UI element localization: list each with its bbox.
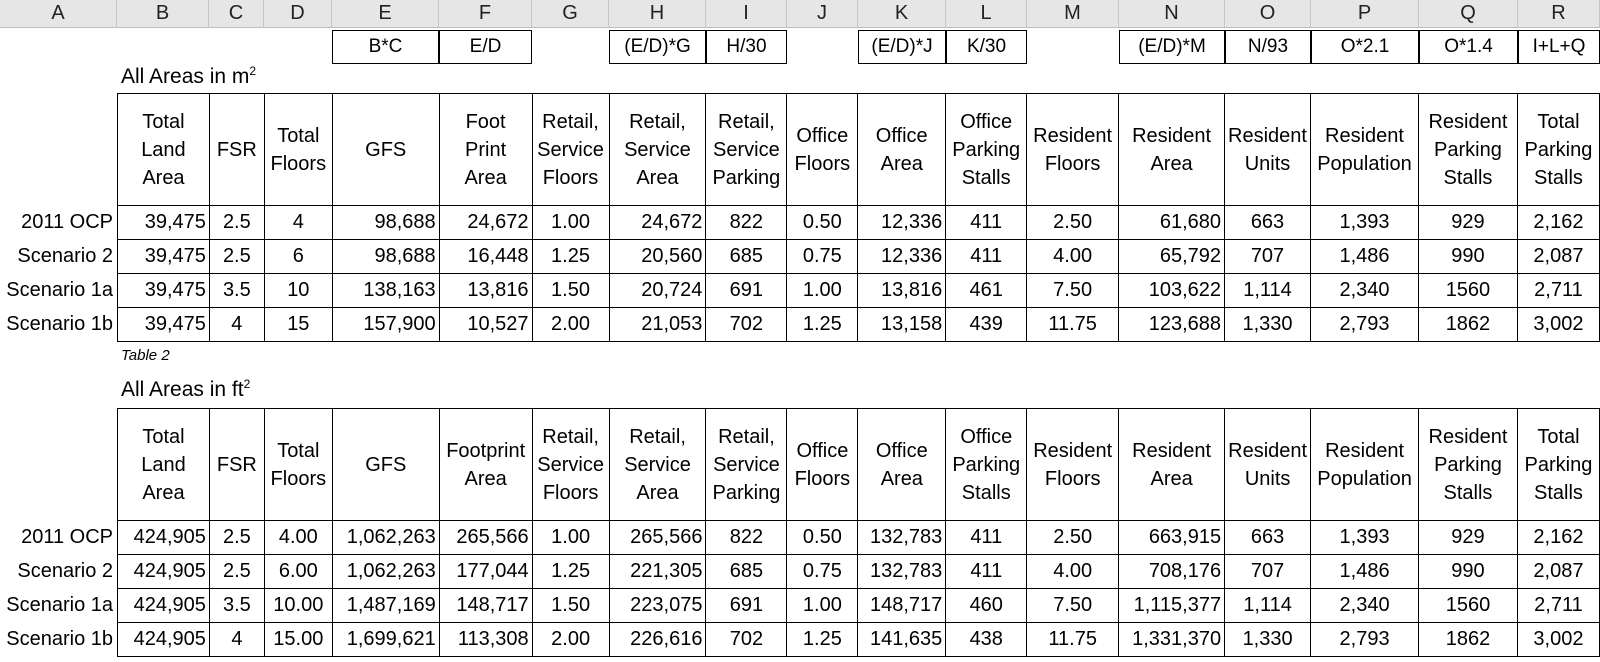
column-heading[interactable]: Total Floors <box>264 409 332 521</box>
table-cell[interactable]: 11.75 <box>1027 623 1119 657</box>
table-row <box>118 589 1600 623</box>
table-cell[interactable]: 24,672 <box>439 206 532 240</box>
formula-cell-h[interactable]: (E/D)*G <box>609 30 706 64</box>
column-header-j[interactable]: J <box>787 0 858 28</box>
row-label[interactable]: Scenario 1a <box>6 278 113 301</box>
table-cell[interactable]: 1,115,377 <box>1119 589 1225 623</box>
table-cell[interactable]: 1,699,621 <box>332 623 439 657</box>
column-header-a[interactable]: A <box>0 0 117 28</box>
column-header-c[interactable]: C <box>209 0 264 28</box>
table-cell[interactable]: 685 <box>706 240 787 274</box>
table-ft2 <box>117 408 1600 657</box>
table-cell[interactable]: 265,566 <box>439 521 532 555</box>
table-cell[interactable]: 132,783 <box>858 555 946 589</box>
table-cell[interactable]: 2.00 <box>532 623 609 657</box>
column-heading[interactable]: Retail, Service Floors <box>532 409 609 521</box>
table-cell[interactable]: 424,905 <box>118 555 210 589</box>
table-cell[interactable]: 702 <box>706 308 787 342</box>
table-cell[interactable]: 39,475 <box>118 240 210 274</box>
table-cell[interactable]: 265,566 <box>609 521 706 555</box>
formula-cell-f[interactable]: E/D <box>439 30 532 64</box>
column-header-g[interactable]: G <box>532 0 609 28</box>
table-cell[interactable]: 39,475 <box>118 274 210 308</box>
table-cell[interactable]: 3,002 <box>1517 623 1599 657</box>
column-heading[interactable]: Retail, Service Area <box>609 94 706 206</box>
table-cell[interactable]: 1.00 <box>532 206 609 240</box>
column-heading[interactable]: Resident Area <box>1119 94 1225 206</box>
table-cell[interactable]: 1862 <box>1419 623 1518 657</box>
column-heading[interactable]: Total Parking Stalls <box>1517 94 1599 206</box>
table-cell[interactable]: 2.50 <box>1027 206 1119 240</box>
column-heading[interactable]: Foot Print Area <box>439 94 532 206</box>
table-m2-title-text: All Areas in m <box>121 65 250 88</box>
column-heading[interactable]: Retail, Service Parking <box>706 409 787 521</box>
table-cell[interactable]: 10,527 <box>439 308 532 342</box>
table-cell[interactable]: 2,711 <box>1517 589 1599 623</box>
table-cell[interactable]: 2,162 <box>1517 206 1599 240</box>
table-cell[interactable]: 702 <box>706 623 787 657</box>
table-m2 <box>117 93 1600 342</box>
formula-cell-q[interactable]: O*1.4 <box>1419 30 1518 64</box>
table-cell[interactable]: 12,336 <box>858 206 946 240</box>
table-cell[interactable]: 7.50 <box>1027 274 1119 308</box>
table-cell[interactable]: 61,680 <box>1119 206 1225 240</box>
column-heading[interactable]: Total Land Area <box>118 409 210 521</box>
table-cell[interactable]: 438 <box>946 623 1027 657</box>
column-heading[interactable]: Office Parking Stalls <box>946 94 1027 206</box>
table-cell[interactable]: 148,717 <box>439 589 532 623</box>
table-cell[interactable]: 424,905 <box>118 589 210 623</box>
column-header-p[interactable]: P <box>1311 0 1419 28</box>
table-cell[interactable]: 0.75 <box>787 555 858 589</box>
column-heading[interactable]: GFS <box>332 94 439 206</box>
table-cell[interactable]: 2,793 <box>1311 308 1419 342</box>
column-heading[interactable]: Retail, Service Area <box>609 409 706 521</box>
table-row <box>118 623 1600 657</box>
formula-cell-n[interactable]: (E/D)*M <box>1119 30 1225 64</box>
table-ft2-title-text: All Areas in ft <box>121 378 244 401</box>
table-cell[interactable]: 226,616 <box>609 623 706 657</box>
table-cell[interactable]: 3.5 <box>209 274 264 308</box>
table-row <box>118 206 1600 240</box>
table-cell[interactable]: 4 <box>209 623 264 657</box>
formula-cell-r[interactable]: I+L+Q <box>1518 30 1600 64</box>
table-cell[interactable]: 2,087 <box>1517 240 1599 274</box>
table-cell[interactable]: 223,075 <box>609 589 706 623</box>
column-heading[interactable]: GFS <box>332 409 439 521</box>
table-cell[interactable]: 10 <box>264 274 332 308</box>
column-heading[interactable]: Office Parking Stalls <box>946 409 1027 521</box>
table-cell[interactable]: 1,487,169 <box>332 589 439 623</box>
table-cell[interactable]: 1560 <box>1419 589 1518 623</box>
table-cell[interactable]: 2,340 <box>1311 274 1419 308</box>
table-cell[interactable]: 707 <box>1225 240 1311 274</box>
column-heading[interactable]: Retail, Service Parking <box>706 94 787 206</box>
table-cell[interactable]: 98,688 <box>332 240 439 274</box>
table-cell[interactable]: 157,900 <box>332 308 439 342</box>
column-header-r[interactable]: R <box>1518 0 1600 28</box>
table-cell[interactable]: 10.00 <box>264 589 332 623</box>
column-heading[interactable]: Resident Parking Stalls <box>1419 409 1518 521</box>
table-cell[interactable]: 65,792 <box>1119 240 1225 274</box>
column-heading[interactable]: Resident Parking Stalls <box>1418 94 1517 206</box>
table-cell[interactable]: 3,002 <box>1517 308 1599 342</box>
table-cell[interactable]: 141,635 <box>858 623 946 657</box>
table-cell[interactable]: 929 <box>1418 206 1517 240</box>
table-cell[interactable]: 103,622 <box>1119 274 1225 308</box>
column-heading[interactable]: FSR <box>209 409 264 521</box>
table-cell[interactable]: 4.00 <box>1027 240 1119 274</box>
column-heading[interactable]: Office Floors <box>787 94 858 206</box>
table-cell[interactable]: 707 <box>1225 555 1311 589</box>
table-cell[interactable]: 7.50 <box>1027 589 1119 623</box>
column-header-d[interactable]: D <box>264 0 332 28</box>
table-cell[interactable]: 15.00 <box>264 623 332 657</box>
column-header-o[interactable]: O <box>1225 0 1311 28</box>
table-cell[interactable]: 1560 <box>1418 274 1517 308</box>
table-cell[interactable]: 39,475 <box>118 308 210 342</box>
column-header-m[interactable]: M <box>1027 0 1119 28</box>
table-cell[interactable]: 13,158 <box>858 308 946 342</box>
table-cell[interactable]: 1.25 <box>787 623 858 657</box>
table-cell[interactable]: 2.00 <box>532 308 609 342</box>
table-cell[interactable]: 2,340 <box>1311 589 1419 623</box>
table-cell[interactable]: 2,087 <box>1517 555 1599 589</box>
column-heading[interactable]: Resident Units <box>1225 409 1311 521</box>
table-cell[interactable]: 3.5 <box>209 589 264 623</box>
table-cell[interactable]: 929 <box>1419 521 1518 555</box>
table-cell[interactable]: 411 <box>946 206 1027 240</box>
column-heading[interactable]: Total Floors <box>264 94 332 206</box>
table-cell[interactable]: 2.5 <box>209 555 264 589</box>
table-cell[interactable]: 1.25 <box>532 240 609 274</box>
column-heading[interactable]: Resident Floors <box>1027 409 1119 521</box>
formula-cell-l[interactable]: K/30 <box>946 30 1027 64</box>
table-cell[interactable]: 13,816 <box>439 274 532 308</box>
table-cell[interactable]: 411 <box>946 521 1027 555</box>
table-cell[interactable]: 1,330 <box>1225 623 1311 657</box>
table-cell[interactable]: 990 <box>1419 555 1518 589</box>
table-cell[interactable]: 6 <box>264 240 332 274</box>
column-header-n[interactable]: N <box>1119 0 1225 28</box>
table-cell[interactable]: 1.50 <box>532 274 609 308</box>
column-heading[interactable]: Office Area <box>858 94 946 206</box>
row-label[interactable]: Scenario 2 <box>17 559 113 582</box>
table-cell[interactable]: 13,816 <box>858 274 946 308</box>
table-cell[interactable]: 1,330 <box>1225 308 1311 342</box>
table-cell[interactable]: 148,717 <box>858 589 946 623</box>
column-heading[interactable]: Resident Area <box>1119 409 1225 521</box>
row-label[interactable]: 2011 OCP <box>21 525 113 548</box>
table-cell[interactable]: 460 <box>946 589 1027 623</box>
column-heading[interactable]: Total Land Area <box>118 94 210 206</box>
table-cell[interactable]: 461 <box>946 274 1027 308</box>
table-cell[interactable]: 1,486 <box>1311 555 1419 589</box>
formula-cell-e[interactable]: B*C <box>332 30 439 64</box>
formula-cell-k[interactable]: (E/D)*J <box>858 30 946 64</box>
table-cell[interactable]: 2,162 <box>1517 521 1599 555</box>
table-cell[interactable]: 2.5 <box>209 521 264 555</box>
row-label[interactable]: Scenario 1b <box>6 312 113 335</box>
table-cell[interactable]: 221,305 <box>609 555 706 589</box>
table-cell[interactable]: 1,393 <box>1311 521 1419 555</box>
formula-cell-p[interactable]: O*2.1 <box>1311 30 1419 64</box>
table-cell[interactable]: 1,062,263 <box>332 521 439 555</box>
table-cell[interactable]: 177,044 <box>439 555 532 589</box>
table-m2-title <box>121 64 256 89</box>
table-cell[interactable]: 2,793 <box>1311 623 1419 657</box>
table-cell[interactable]: 1.00 <box>787 589 858 623</box>
column-heading[interactable]: Resident Units <box>1225 94 1311 206</box>
header-row <box>118 94 1600 206</box>
table-cell[interactable]: 2.5 <box>209 206 264 240</box>
column-heading[interactable]: Resident Floors <box>1027 94 1119 206</box>
table-cell[interactable]: 1,486 <box>1311 240 1419 274</box>
column-header-e[interactable]: E <box>332 0 439 28</box>
row-label[interactable]: Scenario 1a <box>6 593 113 616</box>
table-cell[interactable]: 0.50 <box>787 521 858 555</box>
table-m2-title-sup: 2 <box>249 64 257 78</box>
table-cell[interactable]: 4.00 <box>1027 555 1119 589</box>
table-cell[interactable]: 2,711 <box>1517 274 1599 308</box>
formula-cell-o[interactable]: N/93 <box>1225 30 1311 64</box>
column-header-h[interactable]: H <box>609 0 706 28</box>
table-row <box>118 308 1600 342</box>
table-cell[interactable]: 1862 <box>1418 308 1517 342</box>
table-cell[interactable]: 424,905 <box>118 521 210 555</box>
table-cell[interactable]: 2.50 <box>1027 521 1119 555</box>
table-cell[interactable]: 0.75 <box>787 240 858 274</box>
column-heading[interactable]: Retail, Service Floors <box>532 94 609 206</box>
table-cell[interactable]: 822 <box>706 206 787 240</box>
table-ft2-title <box>121 377 250 402</box>
column-header-f[interactable]: F <box>439 0 532 28</box>
table-row <box>118 555 1600 589</box>
row-label[interactable]: Scenario 2 <box>17 244 113 267</box>
row-label[interactable]: Scenario 1b <box>6 627 113 650</box>
table-cell[interactable]: 663 <box>1225 206 1311 240</box>
column-header-i[interactable]: I <box>706 0 787 28</box>
table-cell[interactable]: 708,176 <box>1119 555 1225 589</box>
column-heading[interactable]: Total Parking Stalls <box>1517 409 1599 521</box>
table-cell[interactable]: 11.75 <box>1027 308 1119 342</box>
table-cell[interactable]: 822 <box>706 521 787 555</box>
table-cell[interactable]: 691 <box>706 274 787 308</box>
table-cell[interactable]: 1,331,370 <box>1119 623 1225 657</box>
table-cell[interactable]: 123,688 <box>1119 308 1225 342</box>
column-heading[interactable]: FSR <box>209 94 264 206</box>
table-row <box>118 521 1600 555</box>
column-header-q[interactable]: Q <box>1419 0 1518 28</box>
table-cell[interactable]: 1.00 <box>532 521 609 555</box>
header-row <box>118 409 1600 521</box>
table-cell[interactable]: 0.50 <box>787 206 858 240</box>
column-heading[interactable]: Office Area <box>858 409 946 521</box>
table-cell[interactable]: 1.00 <box>787 274 858 308</box>
column-heading[interactable]: Footprint Area <box>439 409 532 521</box>
table-cell[interactable]: 439 <box>946 308 1027 342</box>
table-cell[interactable]: 98,688 <box>332 206 439 240</box>
table-cell[interactable]: 685 <box>706 555 787 589</box>
table-cell[interactable]: 6.00 <box>264 555 332 589</box>
table-ft2-title-sup: 2 <box>243 377 251 391</box>
table-cell[interactable]: 424,905 <box>118 623 210 657</box>
table-cell[interactable]: 132,783 <box>858 521 946 555</box>
table-cell[interactable]: 1,062,263 <box>332 555 439 589</box>
table-cell[interactable]: 411 <box>946 555 1027 589</box>
table-cell[interactable]: 20,724 <box>609 274 706 308</box>
table-cell[interactable]: 411 <box>946 240 1027 274</box>
table-cell[interactable]: 663,915 <box>1119 521 1225 555</box>
table-m2-note: Table 2 <box>121 347 170 364</box>
column-heading[interactable]: Resident Population <box>1311 94 1419 206</box>
table-cell[interactable]: 21,053 <box>609 308 706 342</box>
table-cell[interactable]: 16,448 <box>439 240 532 274</box>
table-cell[interactable]: 1,393 <box>1311 206 1419 240</box>
column-header-k[interactable]: K <box>858 0 946 28</box>
row-label[interactable]: 2011 OCP <box>21 210 113 233</box>
table-cell[interactable]: 20,560 <box>609 240 706 274</box>
table-cell[interactable]: 113,308 <box>439 623 532 657</box>
table-row <box>118 274 1600 308</box>
table-cell[interactable]: 39,475 <box>118 206 210 240</box>
table-cell[interactable]: 138,163 <box>332 274 439 308</box>
column-header-b[interactable]: B <box>117 0 209 28</box>
table-cell[interactable]: 4 <box>264 206 332 240</box>
table-cell[interactable]: 663 <box>1225 521 1311 555</box>
column-header-l[interactable]: L <box>946 0 1027 28</box>
table-cell[interactable]: 1,114 <box>1225 589 1311 623</box>
table-cell[interactable]: 24,672 <box>609 206 706 240</box>
table-cell[interactable]: 1.25 <box>787 308 858 342</box>
table-cell[interactable]: 990 <box>1418 240 1517 274</box>
table-cell[interactable]: 2.5 <box>209 240 264 274</box>
column-heading[interactable]: Office Floors <box>787 409 858 521</box>
table-row <box>118 240 1600 274</box>
table-cell[interactable]: 15 <box>264 308 332 342</box>
table-cell[interactable]: 1.25 <box>532 555 609 589</box>
table-cell[interactable]: 12,336 <box>858 240 946 274</box>
column-heading[interactable]: Resident Population <box>1311 409 1419 521</box>
table-cell[interactable]: 1.50 <box>532 589 609 623</box>
table-cell[interactable]: 4.00 <box>264 521 332 555</box>
formula-cell-i[interactable]: H/30 <box>706 30 787 64</box>
table-cell[interactable]: 1,114 <box>1225 274 1311 308</box>
table-cell[interactable]: 4 <box>209 308 264 342</box>
table-cell[interactable]: 691 <box>706 589 787 623</box>
